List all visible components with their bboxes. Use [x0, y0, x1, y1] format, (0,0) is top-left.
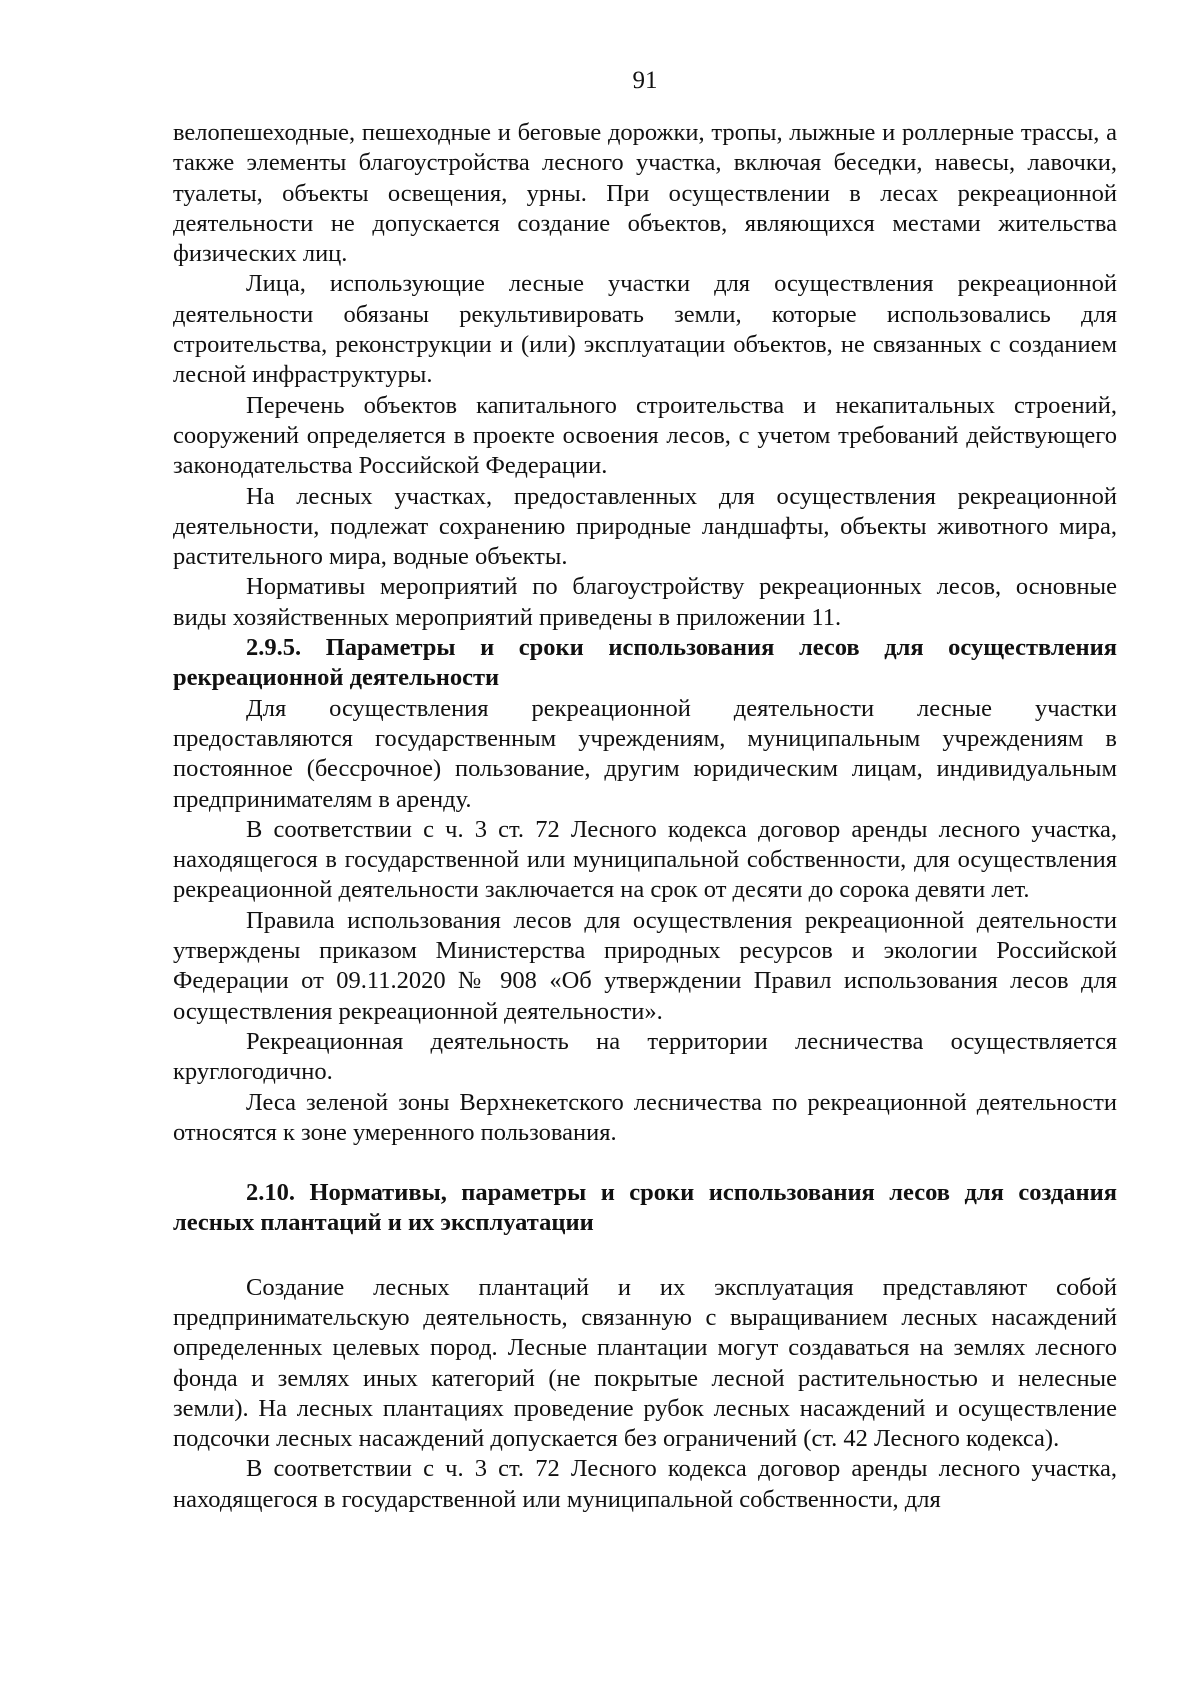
spacer — [173, 1148, 1117, 1178]
paragraph: Создание лесных плантаций и их эксплуатация представляют собой предпринимательскую деятельность, связанную с выращиванием лесных насаждений определенных целевых пород. Лесные плантации могут создаваться на землях лесного фонда и землях иных категорий (не покрытые лесной растительностью и нелесные земли). На лесных плантациях проведение рубок лесных насаждений и осуществление подсочки лесных насаждений допускается без ограничений (ст. 42 Лесного кодекса). — [173, 1273, 1117, 1453]
paragraph: Перечень объектов капитального строительства и некапитальных строений, сооружений определяется в проекте освоения лесов, с учетом требований действующего законодательства Российской Федерации. — [173, 391, 1117, 480]
paragraph: Лица, использующие лесные участки для осуществления рекреационной деятельности обязаны рекультивировать земли, которые использовались для строительства, реконструкции и (или) эксплуатации объектов, не связанных с созданием лесной инфраструктуры. — [173, 270, 1117, 389]
section-heading-2-10: 2.10. Нормативы, параметры и сроки использования лесов для создания лесных плантаций и их эксплуатации — [173, 1179, 1117, 1237]
paragraph: Рекреационная деятельность на территории лесничества осуществляется круглогодично. — [173, 1027, 1117, 1086]
paragraph: Нормативы мероприятий по благоустройству рекреационных лесов, основные виды хозяйственных мероприятий приведены в приложении 11. — [173, 573, 1117, 631]
paragraph: В соответствии с ч. 3 ст. 72 Лесного кодекса договор аренды лесного участка, находящегося в государственной или муниципальной собственности, для — [173, 1455, 1117, 1513]
paragraph: велопешеходные, пешеходные и беговые дорожки, тропы, лыжные и роллерные трассы, а также элементы благоустройства лесного участка, включая беседки, навесы, лавочки, туалеты, объекты освещения, урны. При осуществлении в лесах рекреационной деятельности не допускается создание объектов, являющихся местами жительства физических лиц. — [173, 119, 1117, 268]
paragraph: Правила использования лесов для осуществления рекреационной деятельности утверждены приказом Министерства природных ресурсов и экологии Российской Федерации от 09.11.2020 № 908 «Об утверждении Правил использования лесов для осуществления рекреационной деятельности». — [173, 906, 1117, 1025]
spacer — [173, 1239, 1117, 1273]
page-content — [173, 118, 1117, 1515]
section-heading-2-9-5: 2.9.5. Параметры и сроки использования лесов для осуществления рекреационной деятельности — [173, 634, 1117, 692]
paragraph: В соответствии с ч. 3 ст. 72 Лесного кодекса договор аренды лесного участка, находящегося в государственной или муниципальной собственности, для осуществления рекреационной деятельности заключается на срок от десяти до сорока девяти лет. — [173, 815, 1117, 904]
paragraph: На лесных участках, предоставленных для осуществления рекреационной деятельности, подлежат сохранению природные ландшафты, объекты животного мира, растительного мира, водные объекты. — [173, 482, 1117, 571]
paragraph: Леса зеленой зоны Верхнекетского лесничества по рекреационной деятельности относятся к зоне умеренного пользования. — [173, 1088, 1117, 1146]
page-number: 91 — [632, 67, 658, 94]
paragraph: Для осуществления рекреационной деятельности лесные участки предоставляются государственным учреждениям, муниципальным учреждениям в постоянное (бессрочное) пользование, другим юридическим лицам, индивидуальным предпринимателям в аренду. — [173, 694, 1117, 813]
